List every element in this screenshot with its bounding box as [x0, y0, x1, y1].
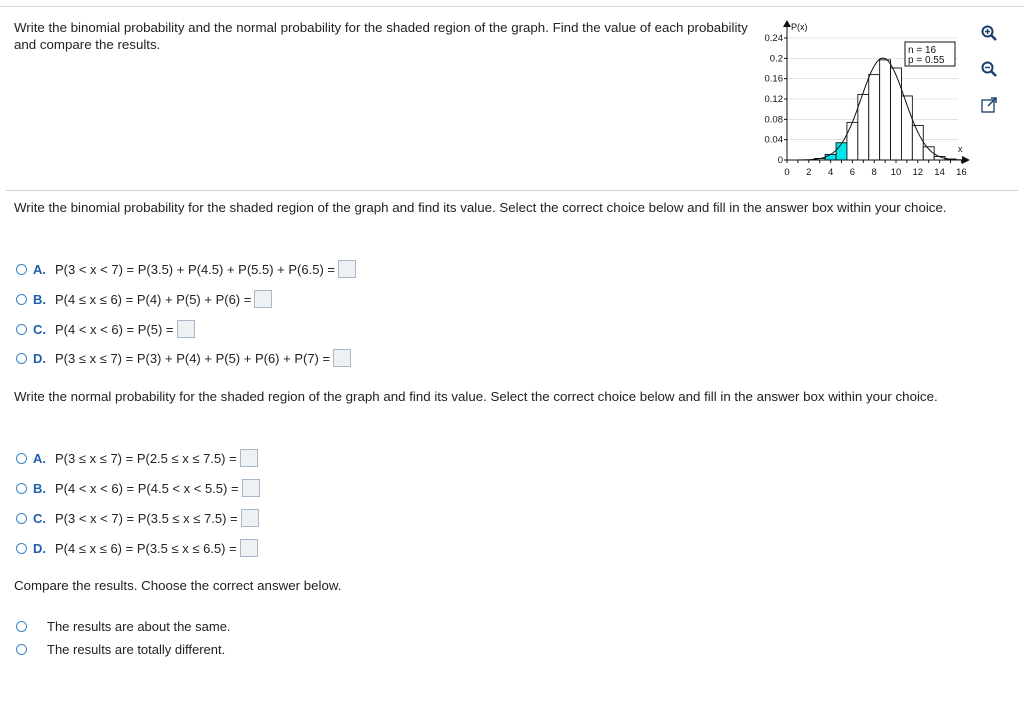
- option-text: P(4 ≤ x ≤ 6) = P(4) + P(5) + P(6) =: [55, 291, 252, 307]
- histogram-bar: [912, 125, 923, 160]
- option-letter: B.: [33, 291, 46, 307]
- x-tick-label: 4: [827, 167, 834, 178]
- option-text: P(4 ≤ x ≤ 6) = P(3.5 ≤ x ≤ 6.5) =: [55, 540, 237, 556]
- answer-box[interactable]: [254, 290, 272, 308]
- normal-option-b[interactable]: [16, 477, 260, 499]
- answer-box[interactable]: [333, 349, 351, 367]
- x-tick-label: 10: [890, 167, 902, 178]
- y-tick-label: 0.16: [764, 73, 783, 85]
- legend-n: n = 16: [908, 45, 937, 56]
- histogram-bar: [847, 122, 858, 160]
- radio-button[interactable]: [16, 453, 27, 464]
- binomial-option-d[interactable]: [16, 347, 351, 369]
- radio-button[interactable]: [16, 264, 27, 275]
- histogram-bar: [891, 68, 902, 160]
- top-border: [0, 6, 1024, 7]
- answer-box[interactable]: [240, 539, 258, 557]
- x-tick-label: 16: [956, 167, 967, 178]
- binomial-option-a[interactable]: [16, 258, 356, 280]
- radio-button[interactable]: [16, 644, 27, 655]
- x-tick-label: 8: [871, 167, 877, 178]
- radio-button[interactable]: [16, 543, 27, 554]
- radio-button[interactable]: [16, 324, 27, 335]
- radio-button[interactable]: [16, 483, 27, 494]
- answer-box[interactable]: [241, 509, 259, 527]
- question-text: Write the binomial probability and the normal probability for the shaded region of the graph. Find the value of each probability and compare the results.: [14, 20, 748, 52]
- x-tick-label: 12: [912, 167, 924, 178]
- popout-icon[interactable]: [980, 96, 998, 114]
- y-tick-label: 0.2: [769, 53, 783, 65]
- option-letter: B.: [33, 480, 46, 496]
- answer-box[interactable]: [240, 449, 258, 467]
- option-text: The results are totally different.: [47, 641, 226, 657]
- compare-prompt: Compare the results. Choose the correct answer below.: [14, 578, 342, 593]
- answer-box[interactable]: [242, 479, 260, 497]
- y-tick-label: 0: [777, 155, 783, 166]
- x-axis-arrow: [962, 156, 970, 164]
- histogram-bar: [825, 154, 836, 160]
- option-letter: D.: [33, 540, 46, 556]
- option-letter: D.: [33, 350, 46, 366]
- option-letter: C.: [33, 510, 46, 526]
- histogram-bar: [836, 143, 847, 160]
- option-text: P(3 < x < 7) = P(3.5 ≤ x ≤ 7.5) =: [55, 510, 238, 526]
- binomial-option-c[interactable]: [16, 318, 195, 340]
- radio-button[interactable]: [16, 294, 27, 305]
- x-tick-label: 2: [806, 167, 812, 178]
- option-text: P(4 < x < 6) = P(4.5 < x < 5.5) =: [55, 480, 239, 496]
- y-tick-label: 0.12: [764, 94, 783, 105]
- radio-button[interactable]: [16, 513, 27, 524]
- y-axis-label: P(x): [791, 22, 808, 32]
- option-text: P(3 ≤ x ≤ 7) = P(3) + P(4) + P(5) + P(6) + P(7) =: [55, 350, 331, 366]
- binomial-prompt: Write the binomial probability for the shaded region of the graph and find its value. Select the correct choice below and fill in the answer box within your choice.: [14, 200, 947, 215]
- compare-option-same[interactable]: [16, 616, 231, 636]
- legend-p: p = 0.55: [908, 55, 945, 66]
- compare-option-different[interactable]: [16, 639, 225, 659]
- x-tick-label: 14: [934, 167, 945, 178]
- histogram-bar: [869, 75, 880, 160]
- x-tick-label: 6: [849, 167, 856, 178]
- option-letter: C.: [33, 321, 46, 337]
- radio-button[interactable]: [16, 353, 27, 364]
- answer-box[interactable]: [177, 320, 195, 338]
- x-axis-label: x: [958, 144, 963, 154]
- answer-box[interactable]: [338, 260, 356, 278]
- histogram-bar: [880, 60, 891, 160]
- option-text: P(3 ≤ x ≤ 7) = P(2.5 ≤ x ≤ 7.5) =: [55, 450, 237, 466]
- radio-button[interactable]: [16, 621, 27, 632]
- binomial-option-b[interactable]: [16, 288, 272, 310]
- histogram-bars: [814, 60, 956, 160]
- option-text: P(4 < x < 6) = P(5) =: [55, 321, 174, 337]
- zoom-in-icon[interactable]: [980, 24, 998, 42]
- parameter-legend: [905, 42, 955, 66]
- y-tick-label: 0.24: [764, 33, 783, 44]
- option-letter: A.: [33, 261, 46, 277]
- x-axis-ticks: [784, 160, 966, 178]
- binomial-graph: [750, 18, 980, 184]
- option-text: P(3 < x < 7) = P(3.5) + P(4.5) + P(5.5) + P(6.5) =: [55, 261, 335, 277]
- y-axis-arrow: [783, 20, 791, 27]
- normal-option-c[interactable]: [16, 507, 259, 529]
- option-letter: A.: [33, 450, 46, 466]
- option-text: The results are about the same.: [47, 618, 231, 634]
- normal-option-a[interactable]: [16, 447, 258, 469]
- x-tick-label: 0: [784, 167, 790, 178]
- normal-prompt: Write the normal probability for the shaded region of the graph and find its value. Select the correct choice below and fill in the answer box within your choice.: [14, 389, 938, 404]
- zoom-out-icon[interactable]: [980, 60, 998, 78]
- y-tick-label: 0.04: [764, 134, 783, 146]
- normal-option-d[interactable]: [16, 537, 258, 559]
- section-divider: [6, 190, 1018, 191]
- y-tick-label: 0.08: [764, 114, 783, 126]
